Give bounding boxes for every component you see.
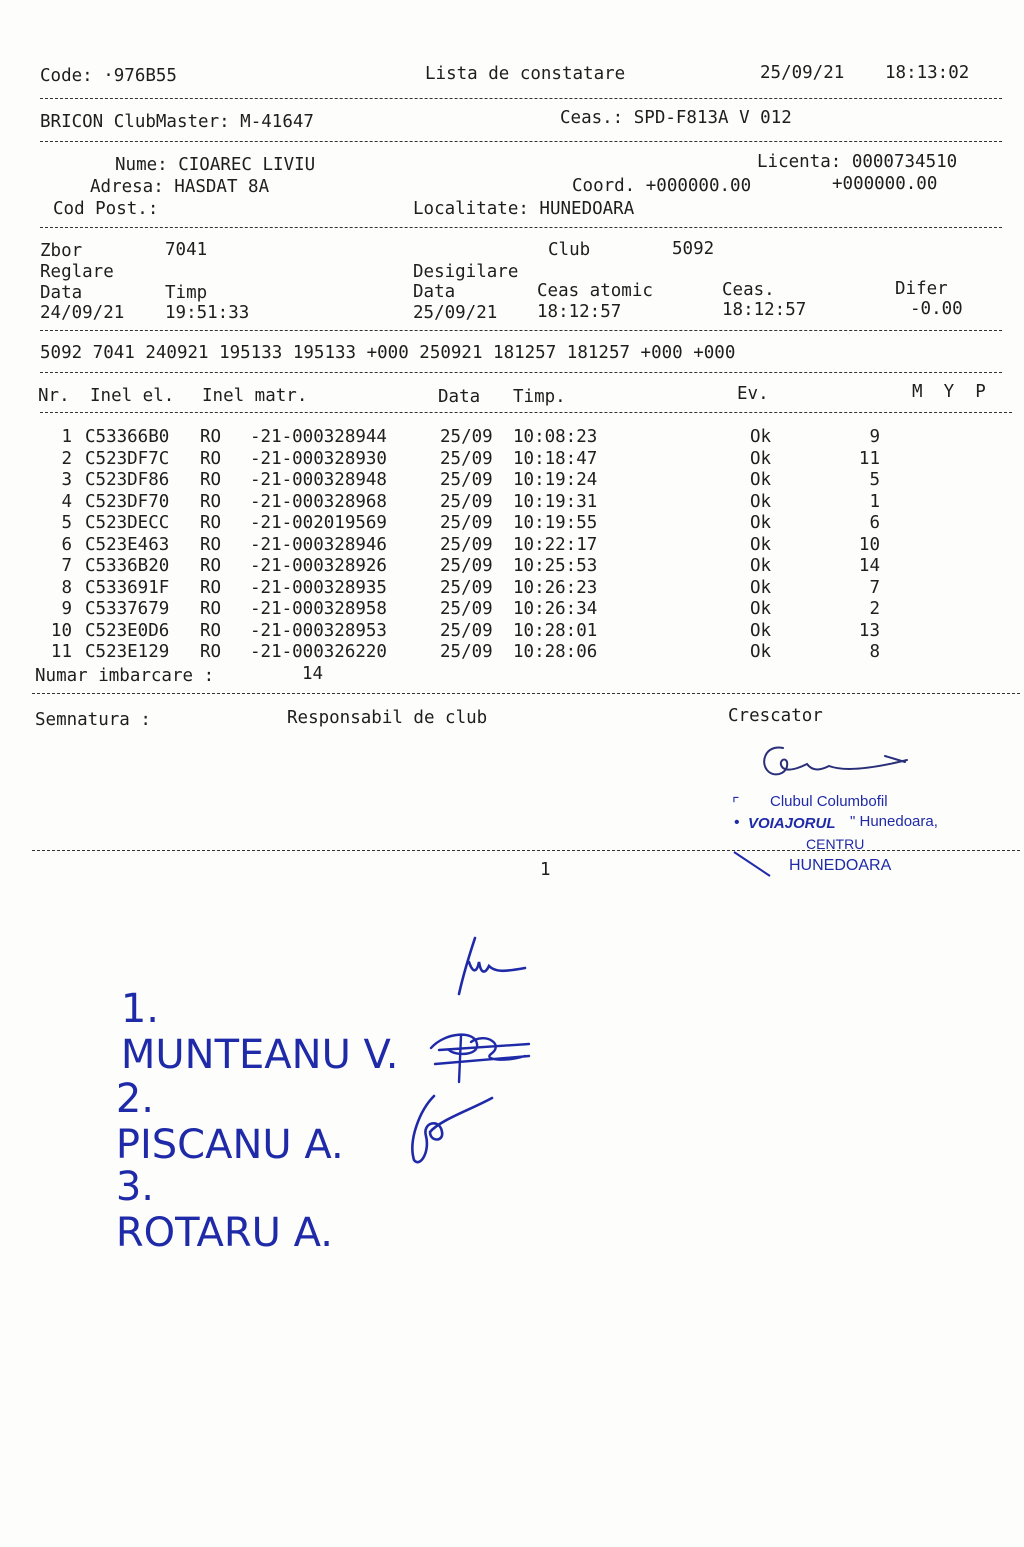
separator [40, 98, 1002, 99]
owner-coord2: +000000.00 [832, 174, 938, 194]
owner-locality: Localitate: HUNEDOARA [413, 199, 635, 219]
cell-m: 1 [869, 491, 880, 512]
clock-time: 18:12:57 [722, 300, 807, 320]
cell-el: C523DF70 [85, 491, 170, 512]
cell-ev: Ok [750, 620, 772, 641]
cell-m: 8 [869, 642, 880, 662]
cell-matr: -21-000328948 [250, 470, 387, 490]
header-date: 25/09/21 [760, 63, 845, 83]
cell-data: 25/09 [440, 448, 493, 469]
cell-el: C523E463 [85, 534, 170, 555]
cell-country: RO [200, 642, 222, 662]
cell-matr: -21-000328953 [250, 620, 387, 641]
cell-nr: 6 [61, 534, 72, 555]
stamp-line-2-rest: " Hunedoara, [850, 813, 938, 830]
cell-el: C5337679 [85, 599, 170, 619]
handwritten-name: MUNTEANU V. [120, 1032, 399, 1078]
club-responsible-label: Responsabil de club [287, 708, 488, 728]
cell-matr: -21-000328946 [250, 534, 387, 555]
cell-country: RO [200, 491, 222, 512]
cell-country: RO [200, 577, 222, 598]
difer-label: Difer [895, 279, 948, 299]
cell-ev: Ok [750, 577, 772, 598]
cell-el: C533691F [85, 577, 170, 598]
data-label: Data [40, 283, 83, 303]
signature-label: Semnatura : [35, 710, 151, 730]
clubmaster-label: BRICON ClubMaster: M-41647 [40, 112, 314, 132]
cell-timp: 10:19:31 [513, 491, 598, 512]
cell-data: 25/09 [440, 642, 493, 662]
flight-value: 7041 [165, 240, 208, 260]
boarding-label: Numar imbarcare : [35, 666, 215, 686]
cell-ev: Ok [750, 513, 772, 533]
flight-label: Zbor [40, 241, 83, 261]
handwritten-name: PISCANU A. [115, 1122, 344, 1168]
cell-data: 25/09 [440, 599, 493, 619]
stamp-line-2-bold: VOIAJORUL [748, 815, 836, 832]
reglare-label: Reglare [40, 262, 114, 282]
handwritten-signature-1 [455, 932, 535, 998]
stamp-bullet: • [734, 814, 740, 831]
cell-m: 10 [858, 534, 880, 555]
handwritten-index: 1. [120, 986, 160, 1032]
breeder-label: Crescator [728, 706, 823, 726]
separator [32, 693, 1020, 694]
cell-m: 9 [869, 427, 880, 447]
cell-timp: 10:08:23 [513, 427, 598, 447]
cell-m: 7 [869, 577, 880, 598]
breeder-signature [755, 738, 915, 784]
document-title: Lista de constatare [425, 64, 626, 84]
cell-nr: 2 [61, 448, 72, 469]
cell-matr: -21-000328935 [250, 577, 387, 598]
cell-ev: Ok [750, 427, 772, 447]
clock-label: Ceas.: SPD-F813A V 012 [560, 108, 792, 128]
col-header-myp: M Y P [912, 382, 986, 402]
cell-matr: -21-000328958 [250, 599, 387, 619]
cell-el: C523DF7C [85, 448, 170, 469]
cell-data: 25/09 [440, 620, 493, 641]
cell-timp: 10:22:17 [513, 534, 598, 555]
cell-timp: 10:28:06 [513, 642, 598, 662]
cell-m: 6 [869, 513, 880, 533]
reglare-date: 24/09/21 [40, 303, 125, 323]
owner-address: Adresa: HASDAT 8A [90, 177, 270, 197]
timp-label: Timp [165, 283, 208, 303]
cell-el: C523DF86 [85, 470, 170, 490]
cell-m: 13 [858, 620, 880, 641]
cell-nr: 8 [61, 577, 72, 598]
separator [40, 330, 1002, 331]
cell-m: 5 [869, 470, 880, 490]
cell-timp: 10:19:55 [513, 513, 598, 533]
separator [40, 227, 1002, 228]
handwritten-signature-3 [400, 1090, 500, 1170]
cell-m: 11 [858, 448, 880, 469]
cell-el: C5336B20 [85, 556, 170, 576]
cell-nr: 3 [61, 470, 72, 490]
club-value: 5092 [672, 239, 715, 259]
cell-country: RO [200, 620, 222, 641]
desigilare-label: Desigilare [413, 262, 519, 282]
cell-el: C523E0D6 [85, 620, 170, 641]
separator [40, 412, 1012, 413]
cell-data: 25/09 [440, 534, 493, 555]
cell-country: RO [200, 534, 222, 555]
separator [32, 850, 1020, 851]
cell-data: 25/09 [440, 470, 493, 490]
cell-country: RO [200, 599, 222, 619]
cell-country: RO [200, 427, 222, 447]
header-time: 18:13:02 [885, 63, 970, 83]
cell-ev: Ok [750, 642, 772, 662]
cell-m: 2 [869, 599, 880, 619]
stamp-corner-mark: ⌜ [732, 796, 740, 813]
cell-el: C523DECC [85, 513, 170, 533]
cell-ev: Ok [750, 448, 772, 469]
cell-country: RO [200, 556, 222, 576]
club-label: Club [548, 240, 591, 260]
cell-nr: 10 [50, 620, 72, 641]
owner-postal: Cod Post.: [53, 199, 159, 219]
handwritten-name: ROTARU A. [115, 1210, 333, 1256]
cell-matr: -21-002019569 [250, 513, 387, 533]
cell-ev: Ok [750, 491, 772, 512]
col-header-nr: Nr. [38, 386, 70, 406]
col-header-inel-el: Inel el. [90, 386, 175, 406]
summary-line: 5092 7041 240921 195133 195133 +000 250921 181257 181257 +000 +000 [40, 343, 736, 363]
owner-coord: Coord. +000000.00 [572, 176, 752, 196]
cell-data: 25/09 [440, 577, 493, 598]
owner-name: Nume: CIOAREC LIVIU [115, 155, 316, 175]
cell-ev: Ok [750, 599, 772, 619]
cell-el: C53366B0 [85, 427, 170, 447]
cell-country: RO [200, 513, 222, 533]
data-label-2: Data [413, 282, 456, 302]
cell-ev: Ok [750, 556, 772, 576]
atomic-clock-label: Ceas atomic [537, 281, 653, 301]
difer-value: -0.00 [910, 299, 963, 319]
desigilare-date: 25/09/21 [413, 303, 498, 323]
cell-data: 25/09 [440, 513, 493, 533]
cell-matr: -21-000328944 [250, 427, 387, 447]
page-number: 1 [540, 860, 551, 880]
handwritten-entry-3 [65, 1118, 333, 1302]
atomic-time: 18:12:57 [537, 302, 622, 322]
cell-m: 14 [858, 556, 880, 576]
cell-nr: 1 [61, 427, 72, 447]
cell-timp: 10:25:53 [513, 556, 598, 576]
col-header-ev: Ev. [737, 384, 769, 404]
cell-data: 25/09 [440, 556, 493, 576]
cell-el: C523E129 [85, 642, 170, 662]
cell-nr: 4 [61, 491, 72, 512]
cell-matr: -21-000328930 [250, 448, 387, 469]
cell-matr: -21-000328926 [250, 556, 387, 576]
separator [40, 372, 1002, 373]
stamp-line-4: HUNEDOARA [789, 857, 892, 874]
cell-timp: 10:28:01 [513, 620, 598, 641]
cell-ev: Ok [750, 534, 772, 555]
cell-country: RO [200, 470, 222, 490]
clock-label-2: Ceas. [722, 280, 775, 300]
cell-nr: 11 [50, 642, 72, 662]
col-header-data: Data [438, 387, 481, 407]
cell-data: 25/09 [440, 491, 493, 512]
cell-country: RO [200, 448, 222, 469]
cell-matr: -21-000326220 [250, 642, 387, 662]
cell-nr: 9 [61, 599, 72, 619]
handwritten-index: 3. [115, 1164, 155, 1210]
reglare-time: 19:51:33 [165, 303, 250, 323]
cell-nr: 7 [61, 556, 72, 576]
stamp-arc [730, 850, 780, 880]
handwritten-index: 2. [115, 1076, 155, 1122]
col-header-timp: Timp. [513, 387, 566, 407]
stamp-line-1: Clubul Columbofil [770, 793, 888, 810]
cell-timp: 10:26:23 [513, 577, 598, 598]
cell-timp: 10:26:34 [513, 599, 598, 619]
stamp-line-3: CENTRU [806, 836, 865, 852]
separator [40, 141, 1002, 142]
cell-data: 25/09 [440, 427, 493, 447]
cell-timp: 10:19:24 [513, 470, 598, 490]
cell-nr: 5 [61, 513, 72, 533]
cell-ev: Ok [750, 470, 772, 490]
cell-matr: -21-000328968 [250, 491, 387, 512]
col-header-inel-matr: Inel matr. [202, 386, 308, 406]
handwritten-signature-2 [425, 1026, 535, 1086]
owner-license: Licenta: 0000734510 [757, 152, 958, 172]
code-label: Code: ·976B55 [40, 66, 177, 86]
cell-timp: 10:18:47 [513, 448, 598, 469]
boarding-value: 14 [302, 664, 324, 684]
